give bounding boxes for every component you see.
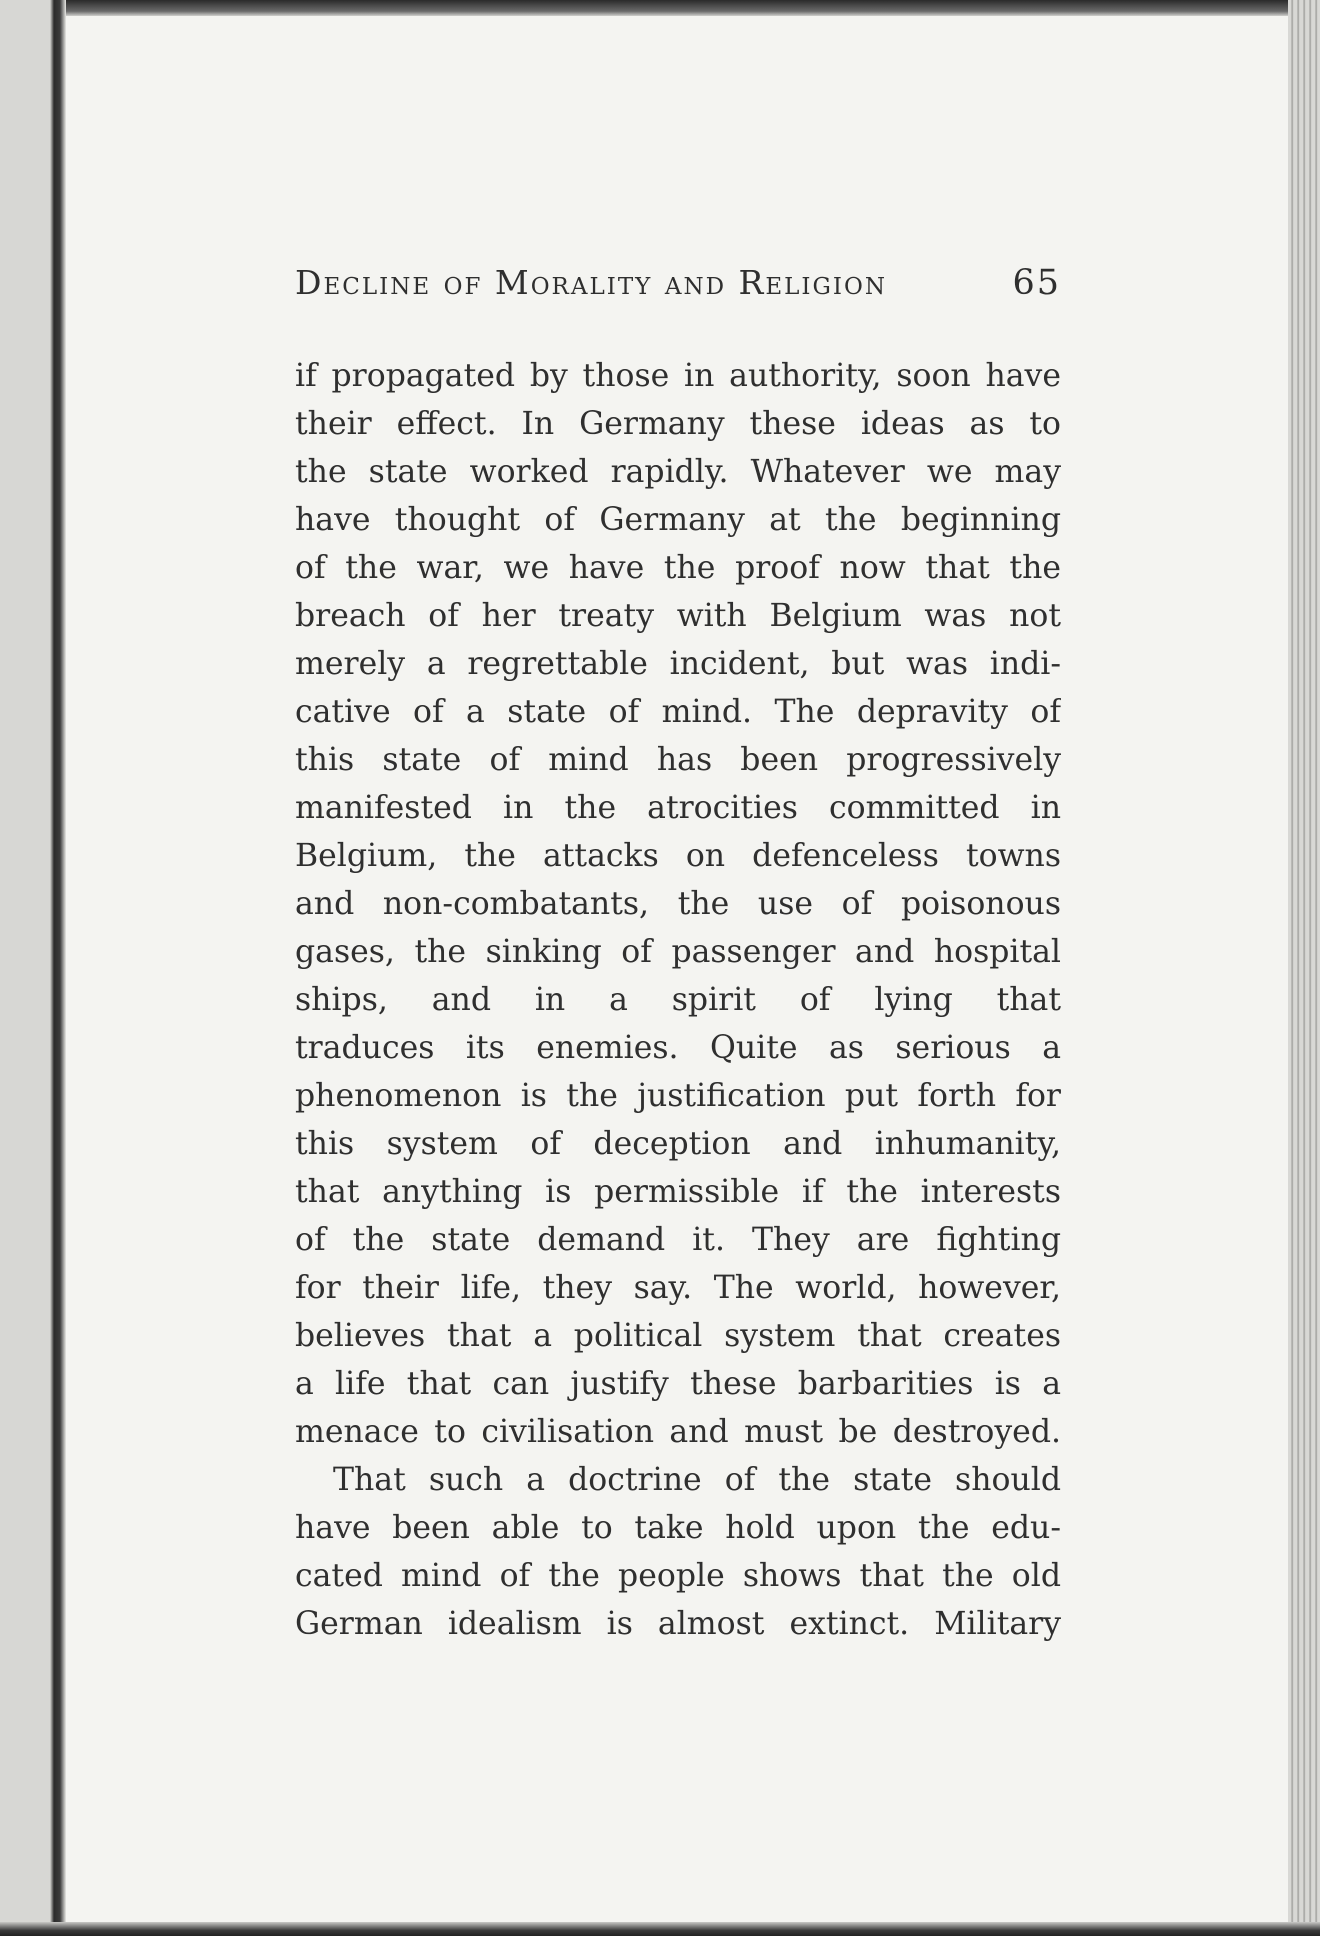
- text-line: the state worked rapidly. Whatever we may: [295, 454, 1061, 490]
- text-line: phenomenon is the justification put forth for: [295, 1078, 1061, 1114]
- paragraph-1: [295, 352, 1061, 1456]
- text-line: of the war, we have the proof now that the: [295, 550, 1061, 586]
- text-line: merely a regrettable incident, but was indi-: [295, 646, 1061, 682]
- text-line: have thought of Germany at the beginning: [295, 502, 1061, 538]
- text-line: traduces its enemies. Quite as serious a: [295, 1030, 1061, 1066]
- text-line: believes that a political system that creates: [295, 1318, 1061, 1354]
- text-line: cative of a state of mind. The depravity of: [295, 694, 1061, 730]
- scan-top-border: [0, 0, 1320, 16]
- text-line: their effect. In Germany these ideas as to: [295, 406, 1061, 442]
- scan-bottom-border: [0, 1922, 1320, 1936]
- text-line: That such a doctrine of the state should: [333, 1462, 1061, 1498]
- text-line: breach of her treaty with Belgium was not: [295, 598, 1061, 634]
- book-binding-edge: [0, 0, 66, 1936]
- text-line: if propagated by those in authority, soon have: [295, 358, 1061, 394]
- body-text: [295, 352, 1061, 1648]
- text-line: that anything is permissible if the interests: [295, 1174, 1061, 1210]
- text-line: ships, and in a spirit of lying that: [295, 982, 1061, 1018]
- text-line: of the state demand it. They are fighting: [295, 1222, 1061, 1258]
- text-line: manifested in the atrocities committed in: [295, 790, 1061, 826]
- paragraph-2: [295, 1456, 1061, 1648]
- text-line: have been able to take hold upon the edu-: [295, 1510, 1061, 1546]
- book-page: [66, 16, 1288, 1922]
- text-line: gases, the sinking of passenger and hospital: [295, 934, 1061, 970]
- text-line: German idealism is almost extinct. Military: [295, 1606, 1061, 1642]
- text-line: this system of deception and inhumanity,: [295, 1126, 1061, 1162]
- page-stack-edge: [1288, 0, 1320, 1936]
- text-line: menace to civilisation and must be destroyed.: [295, 1414, 1061, 1450]
- page-number: 65: [1012, 263, 1061, 303]
- text-line: this state of mind has been progressively: [295, 742, 1061, 778]
- text-line: for their life, they say. The world, however,: [295, 1270, 1061, 1306]
- text-line: a life that can justify these barbarities is a: [295, 1366, 1061, 1402]
- running-head: [295, 263, 1061, 313]
- text-line: and non-combatants, the use of poisonous: [295, 886, 1061, 922]
- text-line: cated mind of the people shows that the old: [295, 1558, 1061, 1594]
- text-line: Belgium, the attacks on defenceless towns: [295, 838, 1061, 874]
- running-head-title: Decline of Morality and Religion: [295, 263, 887, 302]
